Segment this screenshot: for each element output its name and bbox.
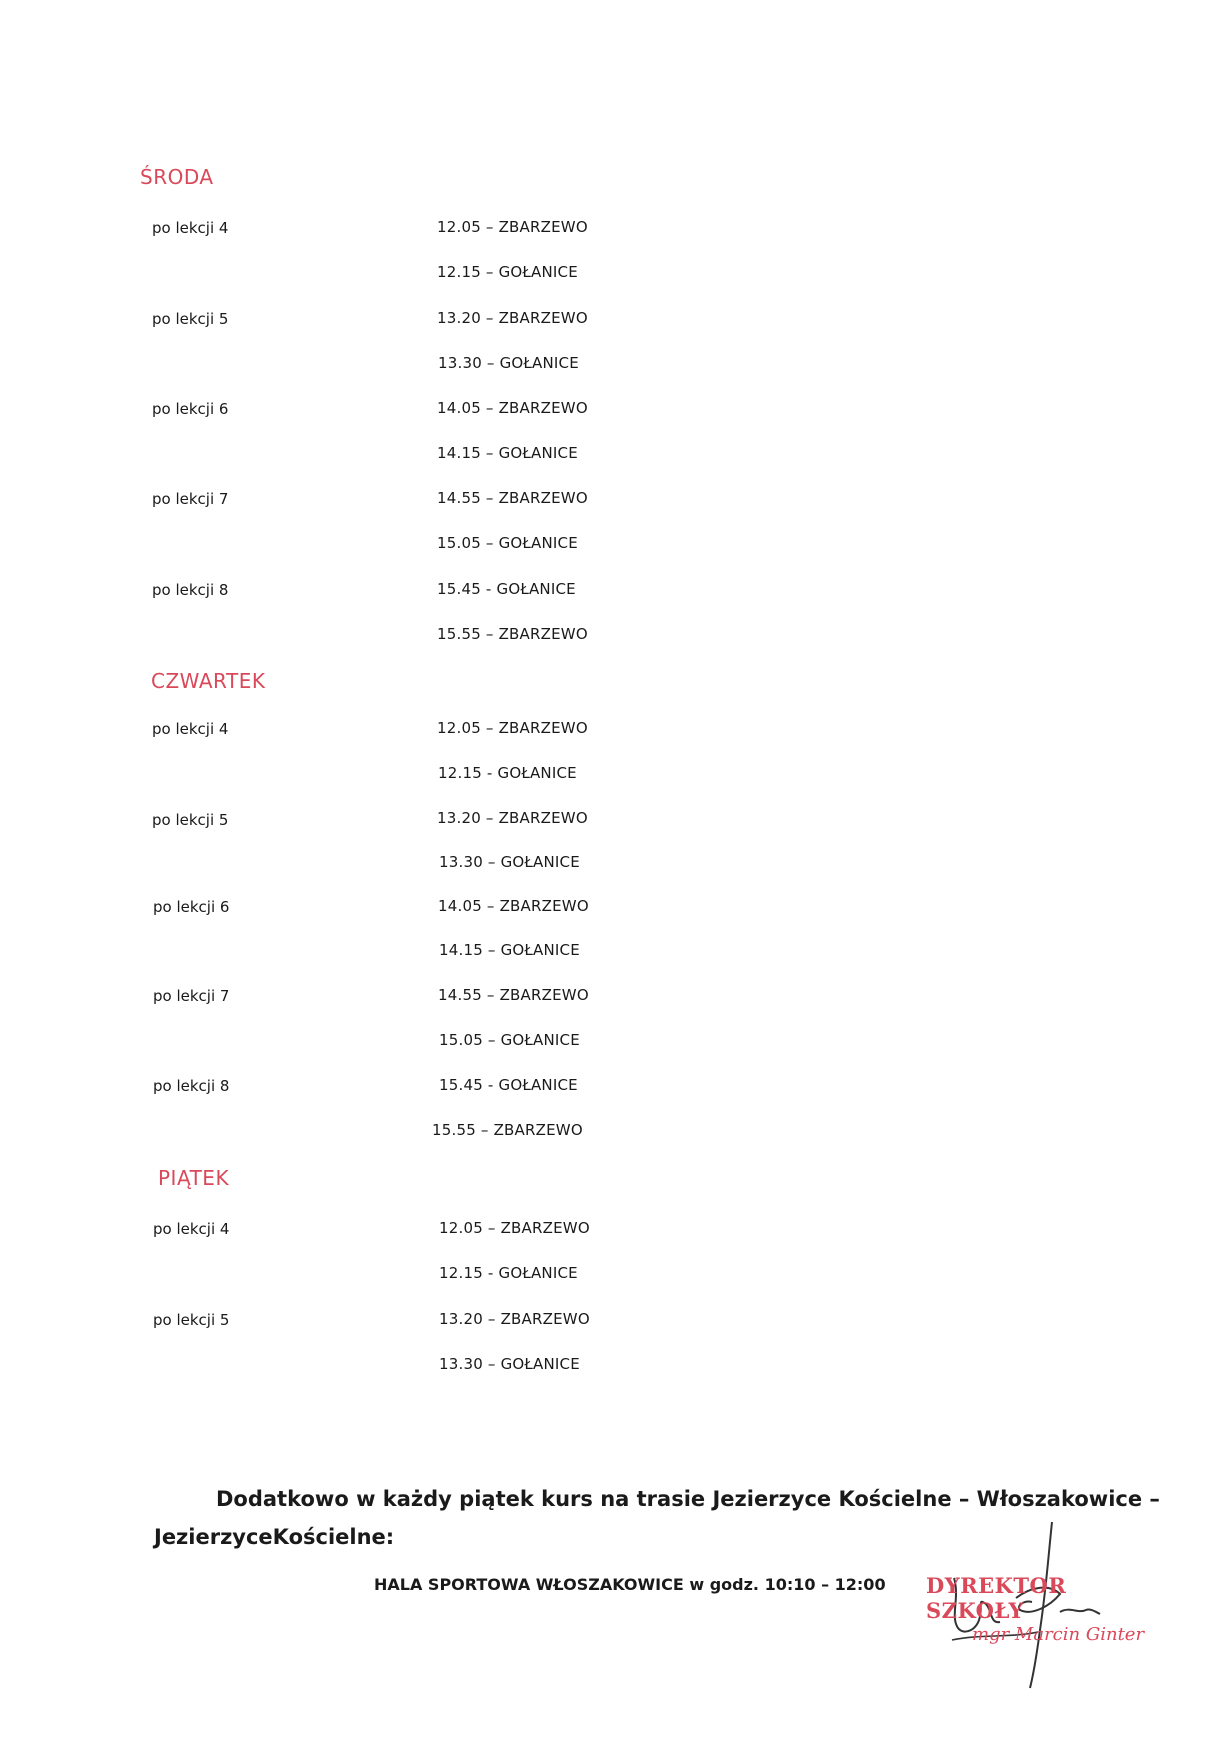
departure-time: 12.05 – ZBARZEWO xyxy=(437,218,588,236)
departure-time: 15.05 – GOŁANICE xyxy=(439,1031,580,1049)
stamp-title: DYREKTOR SZKOŁY xyxy=(926,1573,1067,1623)
lesson-label: po lekcji 6 xyxy=(152,400,229,418)
departure-time: 14.55 – ZBARZEWO xyxy=(437,489,588,507)
lesson-label: po lekcji 8 xyxy=(153,1077,230,1095)
lesson-label: po lekcji 8 xyxy=(152,581,229,599)
footer-note-continued: JezierzyceKościelne: xyxy=(154,1525,395,1549)
day-heading-czwartek: CZWARTEK xyxy=(151,669,266,693)
departure-time: 15.45 - GOŁANICE xyxy=(439,1076,578,1094)
departure-time: 14.05 – ZBARZEWO xyxy=(437,399,588,417)
departure-time: 15.05 – GOŁANICE xyxy=(437,534,578,552)
departure-time: 12.05 – ZBARZEWO xyxy=(439,1219,590,1237)
departure-time: 12.15 - GOŁANICE xyxy=(438,764,577,782)
departure-time: 14.15 – GOŁANICE xyxy=(437,444,578,462)
departure-time: 14.05 – ZBARZEWO xyxy=(438,897,589,915)
lesson-label: po lekcji 5 xyxy=(152,811,229,829)
lesson-label: po lekcji 4 xyxy=(153,1220,230,1238)
departure-time: 13.20 – ZBARZEWO xyxy=(437,809,588,827)
departure-time: 12.15 - GOŁANICE xyxy=(439,1264,578,1282)
departure-time: 13.20 – ZBARZEWO xyxy=(437,309,588,327)
departure-time: 14.15 – GOŁANICE xyxy=(439,941,580,959)
departure-time: 12.05 – ZBARZEWO xyxy=(437,719,588,737)
lesson-label: po lekcji 6 xyxy=(153,898,230,916)
lesson-label: po lekcji 7 xyxy=(153,987,230,1005)
lesson-label: po lekcji 5 xyxy=(152,310,229,328)
lesson-label: po lekcji 4 xyxy=(152,219,229,237)
departure-time: 13.30 – GOŁANICE xyxy=(439,853,580,871)
lesson-label: po lekcji 4 xyxy=(152,720,229,738)
lesson-label: po lekcji 7 xyxy=(152,490,229,508)
departure-time: 12.15 – GOŁANICE xyxy=(437,263,578,281)
lesson-label: po lekcji 5 xyxy=(153,1311,230,1329)
departure-time: 15.45 - GOŁANICE xyxy=(437,580,576,598)
day-heading-sroda: ŚRODA xyxy=(140,165,214,189)
sports-hall-note: HALA SPORTOWA WŁOSZAKOWICE w godz. 10:10 – 12:00 xyxy=(374,1575,886,1594)
departure-time: 13.30 – GOŁANICE xyxy=(439,1355,580,1373)
departure-time: 13.30 – GOŁANICE xyxy=(438,354,579,372)
footer-note: Dodatkowo w każdy piątek kurs na trasie Jezierzyce Kościelne – Włoszakowice – xyxy=(216,1487,1160,1511)
departure-time: 13.20 – ZBARZEWO xyxy=(439,1310,590,1328)
departure-time: 15.55 – ZBARZEWO xyxy=(432,1121,583,1139)
departure-time: 15.55 – ZBARZEWO xyxy=(437,625,588,643)
director-stamp xyxy=(920,1560,1160,1670)
stamp-name: mgr Marcin Ginter xyxy=(972,1624,1145,1645)
departure-time: 14.55 – ZBARZEWO xyxy=(438,986,589,1004)
day-heading-piatek: PIĄTEK xyxy=(158,1166,230,1190)
